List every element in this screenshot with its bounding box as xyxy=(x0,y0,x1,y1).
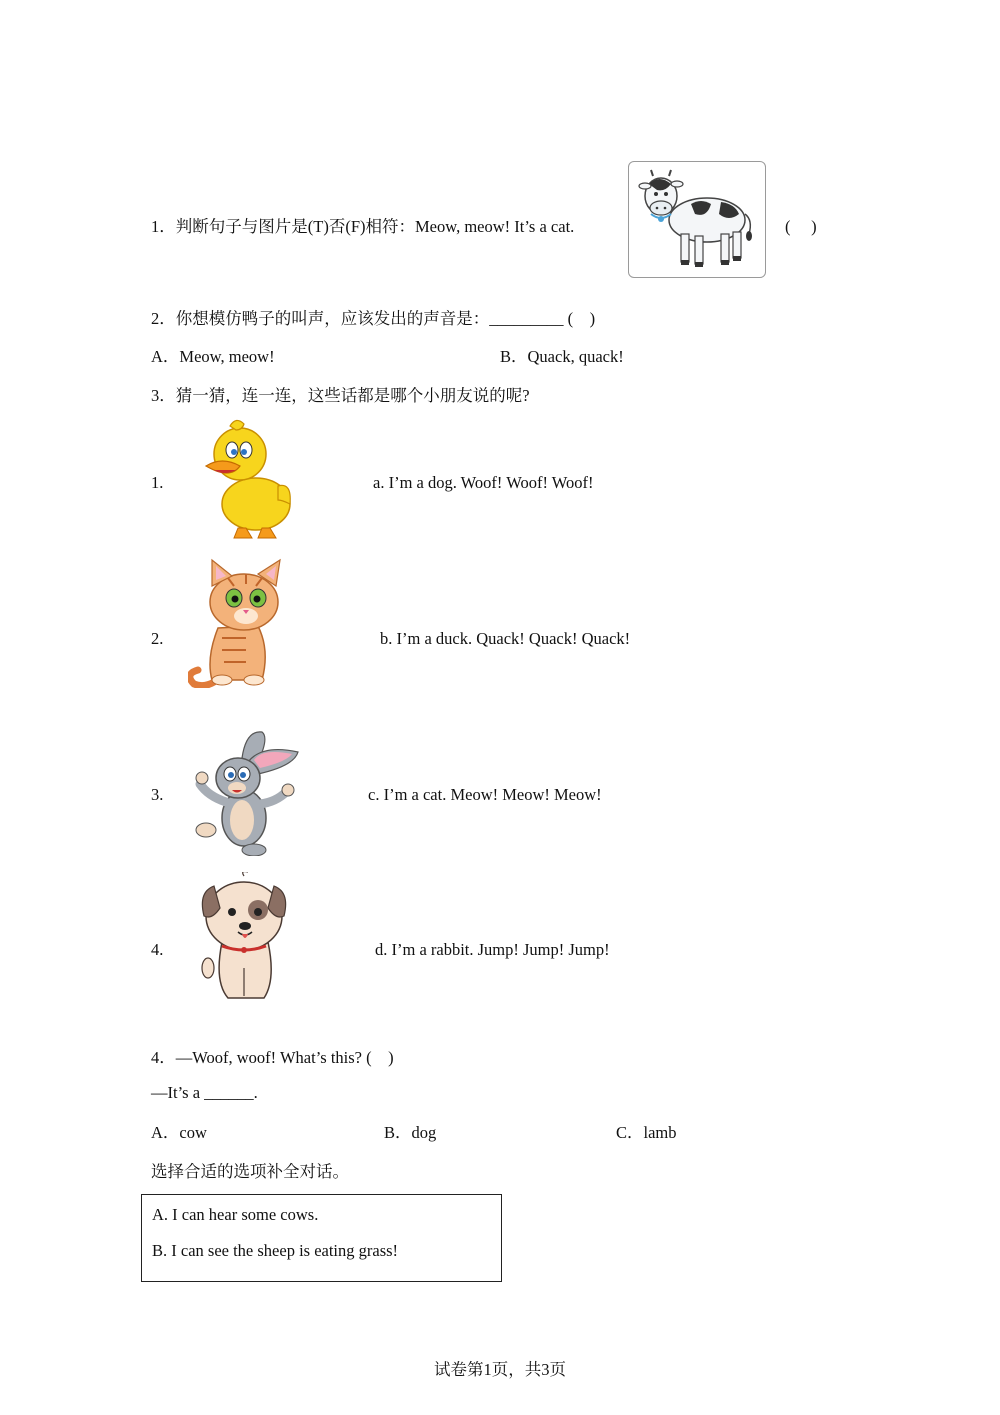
page-footer: 试卷第1页，共3页 xyxy=(434,1360,566,1379)
box-option-b: B. I can see the sheep is eating grass! xyxy=(152,1241,399,1260)
q3-item-sentence: d. I’m a rabbit. Jump! Jump! Jump! xyxy=(375,940,610,959)
q3-text: 3．猜一猜，连一连，这些话都是哪个小朋友说的呢? xyxy=(151,386,530,405)
q3-item-sentence: b. I’m a duck. Quack! Quack! Quack! xyxy=(380,629,631,648)
q4-answer-line: —It’s a ______. xyxy=(151,1083,258,1102)
q3-item-number: 4. xyxy=(151,940,164,959)
q3-item-number: 1. xyxy=(151,473,164,492)
cat-image xyxy=(188,558,292,688)
cow-image xyxy=(629,162,765,277)
q1-text: 1．判断句子与图片是(T)否(F)相符：Meow, meow! It’s a cat. xyxy=(151,217,575,236)
q1-answer-bracket[interactable]: ( ) xyxy=(785,217,817,236)
box-option-a: A. I can hear some cows. xyxy=(152,1205,319,1224)
q3-item-sentence: c. I’m a cat. Meow! Meow! Meow! xyxy=(368,785,602,804)
duck-image xyxy=(200,416,296,544)
q4-question: 4．—Woof, woof! What’s this? ( ) xyxy=(151,1048,394,1067)
q2-option-b[interactable]: B．Quack, quack! xyxy=(500,347,624,366)
rabbit-image xyxy=(192,728,304,856)
q4-option-c[interactable]: C．lamb xyxy=(616,1123,677,1142)
q4-option-a[interactable]: A．cow xyxy=(151,1123,207,1142)
q4-option-b[interactable]: B．dog xyxy=(384,1123,437,1142)
q2-option-a[interactable]: A．Meow, meow! xyxy=(151,347,275,366)
options-box xyxy=(141,1194,502,1282)
q3-item-sentence: a. I’m a dog. Woof! Woof! Woof! xyxy=(373,473,594,492)
cow-image-frame xyxy=(628,161,766,278)
dog-image xyxy=(200,872,290,1002)
q5-instruction: 选择合适的选项补全对话。 xyxy=(151,1162,349,1181)
q3-item-number: 3. xyxy=(151,785,164,804)
q2-text: 2．你想模仿鸭子的叫声，应该发出的声音是：_________ ( ) xyxy=(151,309,596,328)
q3-item-number: 2. xyxy=(151,629,164,648)
